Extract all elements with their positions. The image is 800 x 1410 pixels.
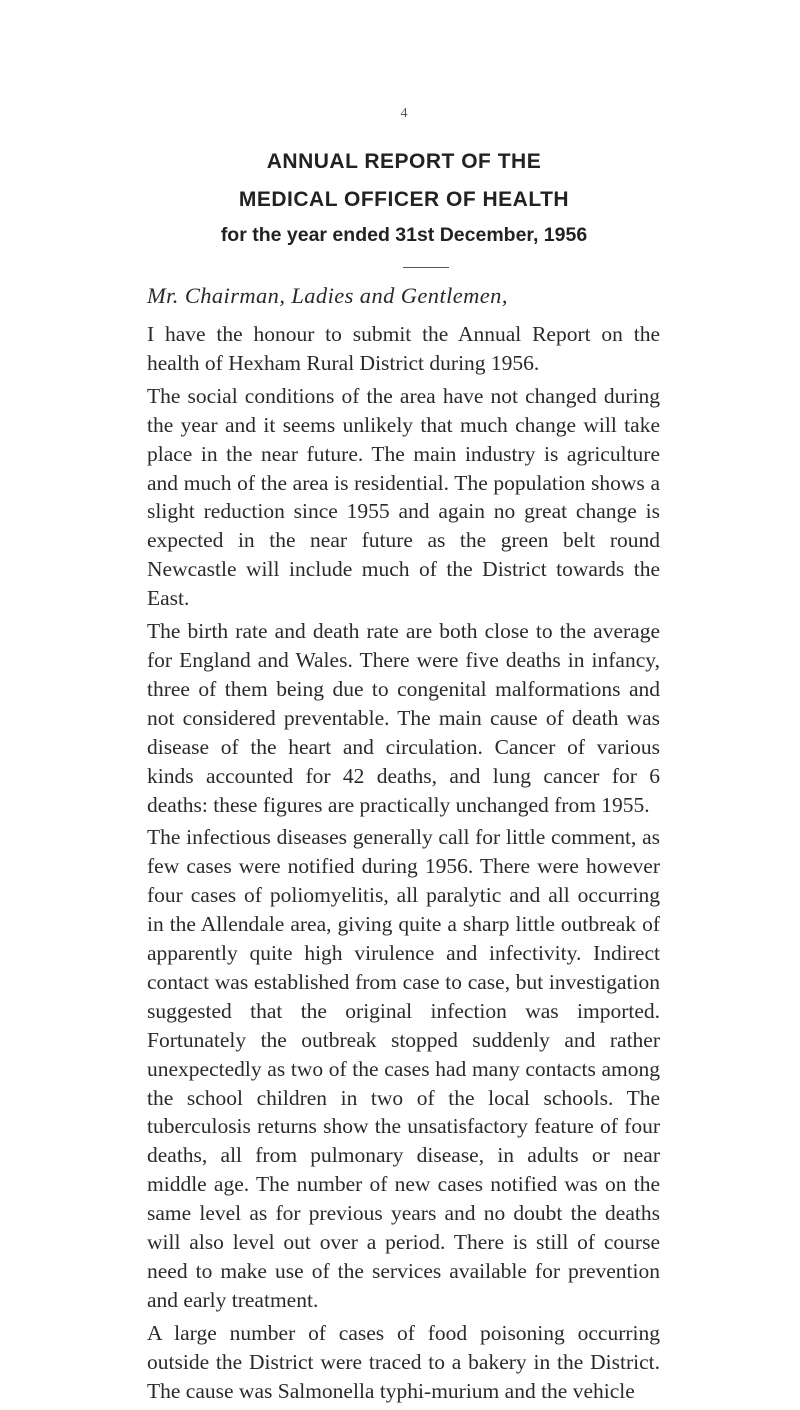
paragraph-intro: I have the honour to submit the Annual Report on the health of Hexham Rural District during 1956. bbox=[147, 322, 660, 375]
divider-rule bbox=[403, 267, 449, 268]
paragraph-social-conditions: The social conditions of the area have not changed during the year and it seems unlikely that much change will take place in the near future. The main industry is agriculture and much of the area is residential. The population shows a slight reduction since 1955 and again no great change is expected in the near future as the green belt round Newcastle will include much of the District towards the East. bbox=[147, 383, 660, 611]
report-title-line-2: MEDICAL OFFICER OF HEALTH bbox=[238, 188, 570, 211]
report-title-line-1: ANNUAL REPORT OF THE bbox=[266, 150, 542, 173]
paragraph-food-poisoning: A large number of cases of food poisoning occurring outside the District were traced to a bakery in the District. The cause was Salmonella typhi-murium and the vehicle bbox=[147, 1320, 660, 1403]
page-number: 4 bbox=[400, 106, 408, 121]
report-subtitle: for the year ended 31st December, 1956 bbox=[220, 224, 588, 246]
paragraph-birth-death-rates: The birth rate and death rate are both close to the average for England and Wales. There were five deaths in infancy, three of them being due to congenital malformations and not considered preventable. The main cause of death was disease of the heart and circulation. Cancer of various kinds accounted for 42 deaths, and lung cancer for 6 deaths: these figures are practically unchanged from 1955. bbox=[147, 619, 660, 817]
salutation: Mr. Chairman, Ladies and Gentlemen, bbox=[147, 283, 508, 308]
report-body bbox=[147, 320, 660, 1410]
paragraph-infectious-diseases: The infectious diseases generally call for little comment, as few cases were notified during 1956. There were however four cases of poliomyelitis, all paralytic and all occurring in the Allendale area, giving quite a sharp little outbreak of apparently quite high virulence and infectivity. Indirect contact was established from case to case, but investigation suggested that the original infection was imported. Fortunately the outbreak stopped suddenly and rather unexpectedly as two of the cases had many contacts among the school children in two of the local schools. The tuberculosis returns show the unsatisfactory feature of four deaths, all from pulmonary disease, in adults or near middle age. The number of new cases notified was on the same level as for previous years and no doubt the deaths will also level out over a period. There is still of course need to make use of the services available for prevention and early treatment. bbox=[147, 825, 660, 1312]
